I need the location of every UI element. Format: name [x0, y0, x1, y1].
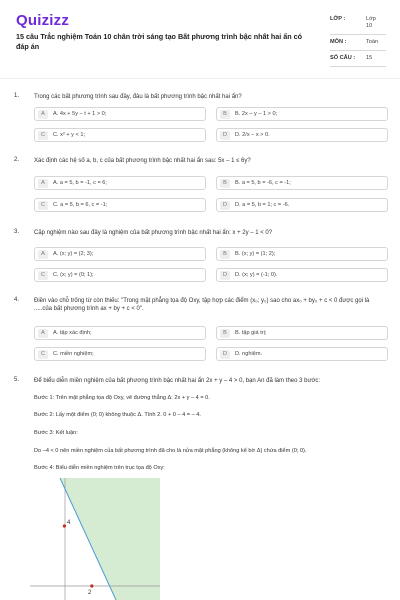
question-number: 3. — [14, 229, 20, 235]
option-letter: A — [38, 110, 48, 119]
option-text: A. tập xác định; — [53, 330, 92, 336]
option-letter: D — [220, 271, 230, 280]
option-text: B. tập giá trị; — [235, 330, 267, 336]
solution-step: Bước 4: Biểu diễn miền nghiệm trên trục tọa độ Oxy: — [34, 465, 165, 471]
option-text: B. a = 5, b = -6, c = -1; — [235, 180, 291, 186]
option-b[interactable] — [216, 107, 388, 121]
option-b[interactable] — [216, 247, 388, 261]
option-text: C. miền nghiệm; — [53, 351, 94, 357]
question-text: Xác định các hệ số a, b, c của bất phương trình bậc nhất hai ẩn sau: 5x – 1 ≤ 6y? — [34, 158, 251, 164]
option-c[interactable] — [34, 128, 206, 142]
option-letter: A — [38, 250, 48, 259]
option-d[interactable] — [216, 268, 388, 282]
option-b[interactable] — [216, 326, 388, 340]
question-number: 4. — [14, 297, 20, 303]
x-intercept-label: 2 — [88, 590, 92, 596]
option-letter: C — [38, 131, 48, 140]
y-intercept-point — [63, 524, 66, 527]
x-intercept-point — [90, 584, 93, 587]
quizizz-logo: Quizizz — [16, 12, 70, 29]
option-letter: D — [220, 201, 230, 210]
option-letter: B — [220, 110, 230, 119]
option-text: C. x² + y < 1; — [53, 132, 86, 138]
option-text: A. (x; y) = (2; 3); — [53, 251, 94, 257]
shaded-half-plane — [60, 478, 160, 600]
question-number: 2. — [14, 157, 20, 163]
option-letter: A — [38, 179, 48, 188]
y-intercept-label: 4 — [67, 520, 71, 526]
solution-step: Do –4 < 0 nên miền nghiệm của bất phương trình đã cho là nửa mặt phẳng (không kể bờ Δ) chứa điểm (0; 0). — [34, 448, 307, 454]
option-c[interactable] — [34, 268, 206, 282]
option-letter: B — [220, 250, 230, 259]
option-text: C. (x; y) = (0; 1); — [53, 272, 94, 278]
option-a[interactable] — [34, 247, 206, 261]
option-text: D. 2/x – x > 0. — [235, 132, 270, 138]
meta-key-subject: MÔN : — [330, 39, 347, 45]
meta-value-subject: Toán — [366, 39, 379, 45]
option-letter: D — [220, 350, 230, 359]
option-a[interactable] — [34, 176, 206, 190]
option-text: C. a = 5, b = 6, c = -1; — [53, 202, 108, 208]
option-text: D. nghiệm. — [235, 351, 263, 357]
meta-row-count — [330, 51, 386, 67]
option-letter: B — [220, 179, 230, 188]
meta-key-class: LỚP : — [330, 16, 346, 22]
header-divider — [0, 78, 400, 79]
option-a[interactable] — [34, 107, 206, 121]
solution-step: Bước 1: Trên mặt phẳng tọa độ Oxy, vẽ đường thẳng Δ: 2x + y – 4 = 0. — [34, 395, 210, 401]
option-text: D. (x; y) = (-1; 0). — [235, 272, 278, 278]
question-text: Trong các bất phương trình sau đây, đâu là bất phương trình bậc nhất hai ẩn? — [34, 94, 242, 100]
meta-value-count: 15 — [366, 55, 373, 61]
option-text: A. 4x + 5y – t + 1 > 0; — [53, 111, 107, 117]
option-letter: B — [220, 329, 230, 338]
question-text: Để biểu diễn miền nghiệm của bất phương trình bậc nhất hai ẩn 2x + y – 4 > 0, bạn An đã làm theo 3 bước: — [34, 378, 321, 384]
meta-row-subject — [330, 35, 386, 51]
solution-step: Bước 3: Kết luận: — [34, 430, 78, 436]
option-a[interactable] — [34, 326, 206, 340]
page-header — [0, 0, 400, 72]
question-text: Cặp nghiệm nào sau đây là nghiệm của bất phương trình bậc nhất hai ẩn: x + 2y – 1 < 0? — [34, 230, 273, 236]
option-text: D. a = 5, b = 1; c = -6. — [235, 202, 290, 208]
option-b[interactable] — [216, 176, 388, 190]
meta-table — [330, 14, 386, 67]
document-title: 15 câu Trắc nghiệm Toán 10 chân trời sáng tạo Bất phương trình bậc nhất hai ẩn có đáp án — [16, 32, 303, 51]
option-text: B. 2x – y – 1 > 0; — [235, 111, 278, 117]
option-d[interactable] — [216, 198, 388, 212]
option-text: A. a = 5, b = -1, c = 6; — [53, 180, 107, 186]
option-letter: D — [220, 131, 230, 140]
question-number: 5. — [14, 377, 20, 383]
meta-key-count: SỐ CÂU : — [330, 55, 356, 61]
option-letter: A — [38, 329, 48, 338]
option-d[interactable] — [216, 347, 388, 361]
option-letter: C — [38, 201, 48, 210]
option-letter: C — [38, 350, 48, 359]
solution-step: Bước 2: Lấy một điểm (0; 0) không thuộc Δ. Tính 2. 0 + 0 – 4 = – 4. — [34, 412, 201, 418]
option-d[interactable] — [216, 128, 388, 142]
solution-region-graph — [30, 478, 160, 600]
option-c[interactable] — [34, 198, 206, 212]
question-number: 1. — [14, 93, 20, 99]
option-text: B. (x; y) = (1; 2); — [235, 251, 276, 257]
option-letter: C — [38, 271, 48, 280]
meta-value-class: Lớp 10 — [366, 16, 376, 29]
meta-row-class — [330, 14, 386, 35]
question-text: Điền vào chỗ trống từ còn thiếu: "Trong mặt phẳng tọa độ Oxy, tập hợp các điểm (x₀; y₀) sao cho ax₀ + by₀ + c < 0 được gọi là .....của bất phương trình ax + by + c < 0". — [34, 298, 370, 312]
option-c[interactable] — [34, 347, 206, 361]
